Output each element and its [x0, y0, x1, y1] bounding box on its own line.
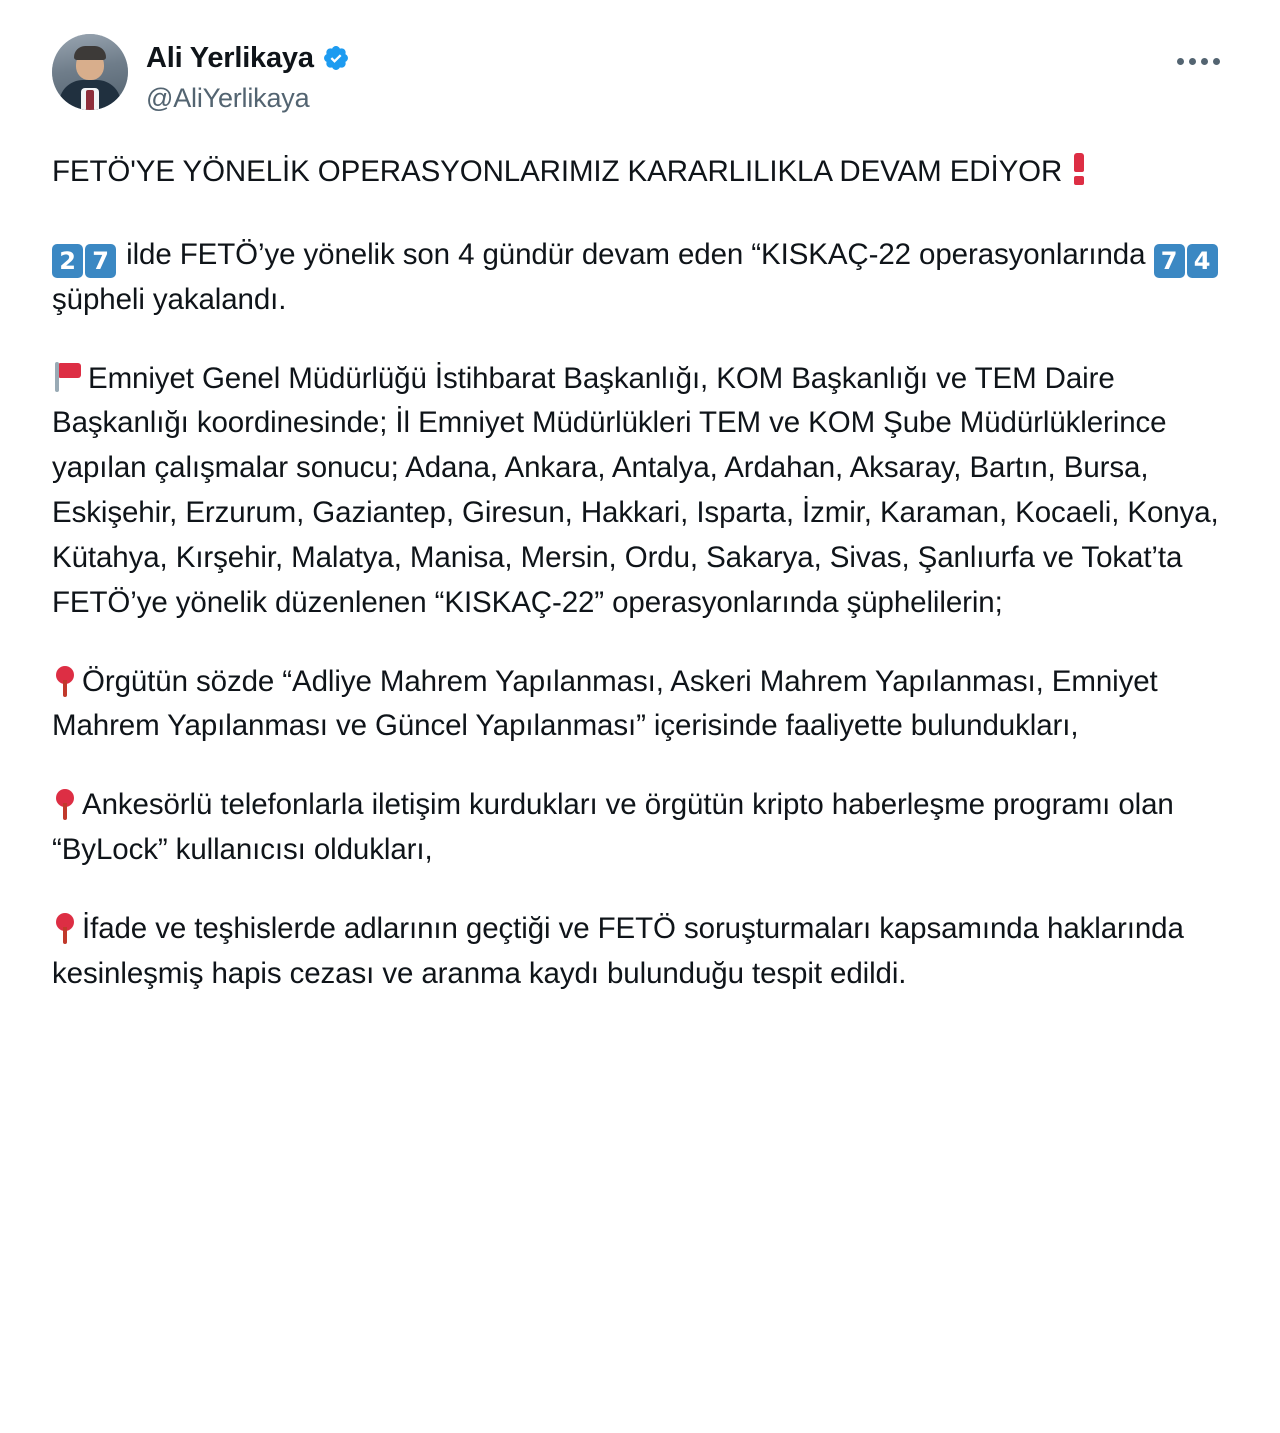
round-pushpin-emoji-icon — [52, 788, 78, 820]
tweet-bullet-2 — [52, 783, 1228, 873]
bullet-1-text: Örgütün sözde “Adliye Mahrem Yapılanması, Askeri Mahrem Yapılanması, Emniyet Mahrem Yapılanması ve Güncel Yapılanması” içerisinde faaliyette bulundukları, — [52, 664, 1158, 743]
bullet-2-text: Ankesörlü telefonlarla iletişim kurdukları ve örgütün kripto haberleşme programı olan “ByLock” kullanıcısı oldukları, — [52, 788, 1174, 867]
round-pushpin-emoji-icon — [52, 912, 78, 944]
avatar-hair — [74, 46, 106, 60]
tweet-headline — [52, 150, 1228, 195]
suspect-count-digit-1: 7 — [1154, 244, 1185, 278]
author-handle[interactable]: @AliYerlikaya — [146, 83, 310, 114]
display-name-row — [146, 40, 350, 76]
author-display-name[interactable]: Ali Yerlikaya — [146, 42, 314, 74]
more-dot — [1177, 58, 1184, 65]
more-options-icon[interactable] — [1174, 44, 1222, 78]
author-names — [146, 34, 350, 116]
tweet-paragraph-coordination — [52, 357, 1228, 626]
avatar-tie — [86, 90, 94, 110]
more-dot — [1201, 58, 1208, 65]
tweet-text — [52, 150, 1228, 997]
suspect-count-digit-2: 4 — [1187, 244, 1218, 278]
paragraph-coordination-text: Emniyet Genel Müdürlüğü İstihbarat Başkanlığı, KOM Başkanlığı ve TEM Daire Başkanlığı koordinesinde; İl Emniyet Müdürlükleri TEM ve KOM Şube Müdürlüklerince yapılan çalışmalar sonucu; Adana, Ankara, Antalya, Ardahan, Aksaray, Bartın, Bursa, Eskişehir, Erzurum, Gaziantep, Giresun, Hakkari, Isparta, İzmir, Karaman, Kocaeli, Konya, Kütahya, Kırşehir, Malatya, Manisa, Mersin, Ordu, Sakarya, Sivas, Şanlıurfa ve Tokat’ta FETÖ’ye yönelik düzenlenen “KISKAÇ-22” operasyonlarında şüphelilerin; — [52, 361, 1219, 619]
verified-badge-icon — [322, 44, 350, 72]
bullet-3-text: İfade ve teşhislerde adlarının geçtiği ve FETÖ soruşturmaları kapsamında haklarında kesinleşmiş hapis cezası ve aranma kaydı bulunduğu tespit edildi. — [52, 911, 1184, 990]
avatar[interactable] — [52, 34, 128, 110]
tweet-header — [52, 34, 1228, 116]
paragraph-stats-before: ilde FETÖ’ye yönelik son 4 gündür devam eden “KISKAÇ-22 operasyonlarında — [126, 237, 1146, 271]
tweet-paragraph-stats — [52, 233, 1228, 323]
round-pushpin-emoji-icon — [52, 665, 78, 697]
paragraph-stats-after: şüpheli yakalandı. — [52, 282, 287, 316]
exclamation-mark-emoji-icon — [1070, 151, 1090, 185]
province-count-digit-2: 7 — [85, 244, 116, 278]
red-flag-emoji-icon — [52, 362, 84, 392]
more-dot — [1189, 58, 1196, 65]
more-dot — [1213, 58, 1220, 65]
tweet-bullet-3 — [52, 907, 1228, 997]
tweet-headline-text: FETÖ'YE YÖNELİK OPERASYONLARIMIZ KARARLILIKLA DEVAM EDİYOR — [52, 155, 1063, 188]
province-count-digit-1: 2 — [52, 244, 83, 278]
tweet-bullet-1 — [52, 660, 1228, 750]
